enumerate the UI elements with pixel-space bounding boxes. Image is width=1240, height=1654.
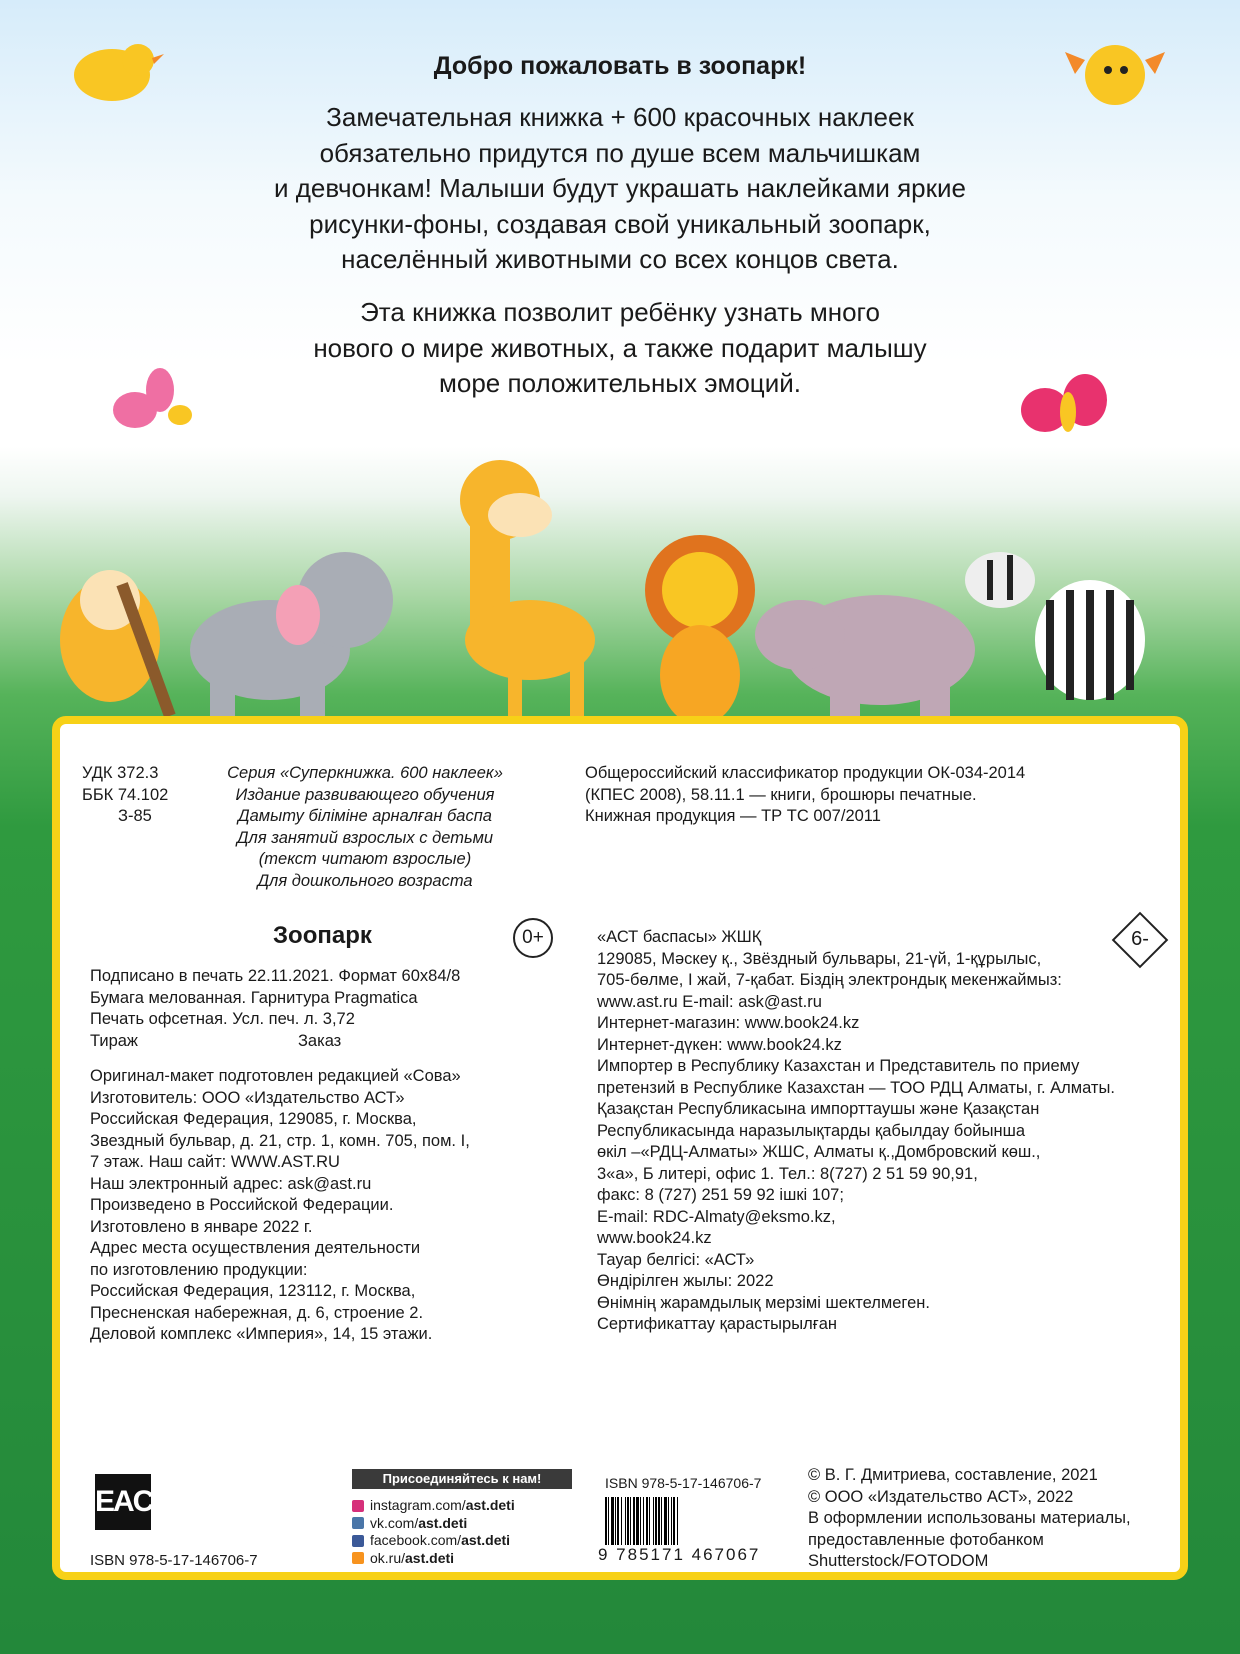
text-line: Бумага мелованная. Гарнитура Pragmatica <box>90 988 418 1007</box>
text-line: и девчонкам! Малыши будут украшать наклейками яркие <box>273 173 967 203</box>
text-line: предоставленные фотобанком <box>808 1530 1044 1549</box>
udk-code: УДК 372.3 <box>82 764 159 782</box>
text-line: Звездный бульвар, д. 21, стр. 1, комн. 705, пом. I, <box>90 1131 470 1150</box>
text-line: (текст читают взрослые) <box>258 850 472 868</box>
butterfly-right-icon <box>1021 374 1107 432</box>
link-handle: ast.deti <box>405 1549 455 1566</box>
giraffe-icon <box>460 460 595 720</box>
text-line: Серия «Суперкнижка. 600 наклеек» <box>227 764 503 782</box>
text-line: «АСТ баспасы» ЖШҚ <box>597 928 762 946</box>
print-run-label: Тираж <box>90 1031 138 1050</box>
text-line: Эта книжка позволит ребёнку узнать много <box>360 297 880 327</box>
link-prefix: facebook.com/ <box>370 1532 462 1548</box>
bird-left-icon <box>74 44 164 101</box>
join-us-banner: Присоединяйтесь к нам! <box>352 1469 572 1489</box>
text-line: Произведено в Российской Федерации. <box>90 1196 394 1214</box>
text-line: © ООО «Издательство АСТ», 2022 <box>808 1487 1074 1506</box>
lion-icon <box>645 535 755 725</box>
link-handle: ast.deti <box>461 1532 511 1548</box>
text-line: факс: 8 (727) 251 59 92 ішкі 107; <box>597 1186 844 1204</box>
barcode-isbn: ISBN 978-5-17-146706-7 <box>605 1475 762 1491</box>
link-prefix: vk.com/ <box>370 1514 419 1531</box>
text-line: www.book24.kz <box>597 1229 712 1247</box>
text-line: обязательно придутся по душе всем мальчишкам <box>319 137 921 168</box>
series-info <box>195 763 535 892</box>
text-line: Shutterstock/FOTODOM <box>808 1552 989 1570</box>
instagram-icon <box>352 1500 364 1512</box>
text-line: өкіл –«РДЦ-Алматы» ЖШС, Алматы қ.,Домбровский көш., <box>597 1143 1041 1161</box>
instagram-link[interactable] <box>352 1497 515 1515</box>
text-line: Наш электронный адрес: ask@ast.ru <box>90 1174 372 1193</box>
vk-link[interactable] <box>352 1515 515 1533</box>
author-sign: З-85 <box>118 807 152 825</box>
text-line: Республикасында наразылықтарды қабылдау бойынша <box>597 1121 1026 1140</box>
text-line: Российская Федерация, 123112, г. Москва, <box>90 1282 416 1300</box>
butterfly-left-icon <box>113 368 192 428</box>
text-line: Адрес места осуществления деятельности <box>90 1239 421 1257</box>
text-line: Замечательная книжка + 600 красочных наклеек <box>326 102 914 132</box>
text-line: www.ast.ru E-mail: ask@ast.ru <box>597 992 822 1011</box>
text-line: Общероссийский классификатор продукции ОК-034-2014 <box>585 764 1026 782</box>
text-line: Өндірілген жылы: 2022 <box>597 1272 774 1290</box>
link-handle: ast.deti <box>418 1514 468 1531</box>
link-prefix: instagram.com/ <box>370 1497 466 1513</box>
text-line: нового о мире животных, а также подарит малышу <box>313 332 927 363</box>
text-line: Дамыту біліміне арналған баспа <box>238 807 492 825</box>
text-line: Импортер в Республику Казахстан и Представитель по приему <box>597 1057 1080 1075</box>
text-line: В оформлении использованы материалы, <box>808 1509 1131 1527</box>
hippo-icon <box>755 595 975 720</box>
text-line: Интернет-дүкен: www.book24.kz <box>597 1035 842 1054</box>
zoo-animals-illustration <box>0 0 1240 730</box>
age-rating-kz: 6- <box>1131 928 1149 950</box>
text-line: Сертификаттау қарастырылған <box>597 1315 838 1333</box>
bbk-code: ББК 74.102 <box>82 785 169 804</box>
facebook-icon <box>352 1535 364 1547</box>
ok-icon <box>352 1552 364 1564</box>
barcode-digits: 9 785171 467067 <box>598 1545 761 1564</box>
product-classifier <box>585 763 1025 828</box>
text-line: Для дошкольного возраста <box>257 871 473 890</box>
link-prefix: ok.ru/ <box>370 1549 406 1566</box>
age-rating-badge: 0+ <box>513 918 553 958</box>
print-details <box>90 966 470 1346</box>
text-line: Книжная продукция — ТР ТС 007/2011 <box>585 807 881 825</box>
copyright-info <box>808 1465 1131 1573</box>
order-label: Заказ <box>297 1031 342 1050</box>
text-line: Пресненская набережная, д. 6, строение 2. <box>90 1303 424 1322</box>
bird-right-icon <box>1065 45 1165 105</box>
text-line: Деловой комплекс «Империя», 14, 15 этажи. <box>90 1325 433 1343</box>
vk-icon <box>352 1517 364 1529</box>
text-line: претензий в Республике Казахстан — ТОО РДЦ Алматы, г. Алматы. <box>597 1078 1115 1097</box>
text-line: Өнімнің жарамдылық мерзімі шектелмеген. <box>597 1293 930 1312</box>
elephant-icon <box>190 552 393 720</box>
book-title: Зоопарк <box>273 922 372 949</box>
text-line: Подписано в печать 22.11.2021. Формат 60x84/8 <box>90 967 461 985</box>
text-line: 3«а», Б литері, офис 1. Тел.: 8(727) 2 51 59 90,91, <box>597 1164 978 1183</box>
text-line: Тауар белгісі: «АСТ» <box>597 1250 755 1269</box>
classification-codes <box>82 763 168 828</box>
sloth-icon <box>60 570 176 718</box>
facebook-link[interactable] <box>352 1532 515 1550</box>
text-line: Российская Федерация, 129085, г. Москва, <box>90 1110 417 1128</box>
link-handle: ast.deti <box>465 1497 515 1513</box>
kazakhstan-info <box>597 927 1115 1336</box>
isbn-left: ISBN 978-5-17-146706-7 <box>90 1552 258 1569</box>
ok-link[interactable] <box>352 1550 515 1568</box>
eac-logo: EAC <box>95 1474 151 1530</box>
text-line: Изготовлено в январе 2022 г. <box>90 1217 313 1236</box>
text-line: населённый животными со всех концов света. <box>341 244 899 274</box>
text-line: (КПЕС 2008), 58.11.1 — книги, брошюры печатные. <box>585 785 977 804</box>
zebra-icon <box>965 552 1145 700</box>
text-line: E-mail: RDC-Almaty@eksmo.kz, <box>597 1207 836 1226</box>
text-line: Оригинал-макет подготовлен редакцией «Сова» <box>90 1067 461 1085</box>
welcome-title: Добро пожаловать в зоопарк! <box>433 52 807 80</box>
text-line: © В. Г. Дмитриева, составление, 2021 <box>808 1466 1098 1484</box>
text-line: море положительных эмоций. <box>439 368 801 398</box>
text-line: рисунки-фоны, создавая свой уникальный зоопарк, <box>309 208 931 239</box>
text-line: Для занятий взрослых с детьми <box>236 828 494 847</box>
social-links <box>352 1497 515 1567</box>
text-line: Издание развивающего обучения <box>235 785 495 804</box>
text-line: Изготовитель: ООО «Издательство АСТ» <box>90 1088 405 1107</box>
text-line: 7 этаж. Наш сайт: WWW.AST.RU <box>90 1153 340 1171</box>
text-line: 129085, Мәскеу қ., Звёздный бульвары, 21-үй, 1-құрылыс, <box>597 949 1042 968</box>
text-line: по изготовлению продукции: <box>90 1260 308 1279</box>
text-line: 705-бөлме, I жай, 7-қабат. Біздің электрондық мекенжаймыз: <box>597 971 1062 989</box>
text-line: Қазақстан Республикасына импорттаушы және Қазақстан <box>597 1100 1040 1118</box>
text-line: Интернет-магазин: www.book24.kz <box>597 1014 860 1032</box>
text-line: Печать офсетная. Усл. печ. л. 3,72 <box>90 1010 355 1028</box>
